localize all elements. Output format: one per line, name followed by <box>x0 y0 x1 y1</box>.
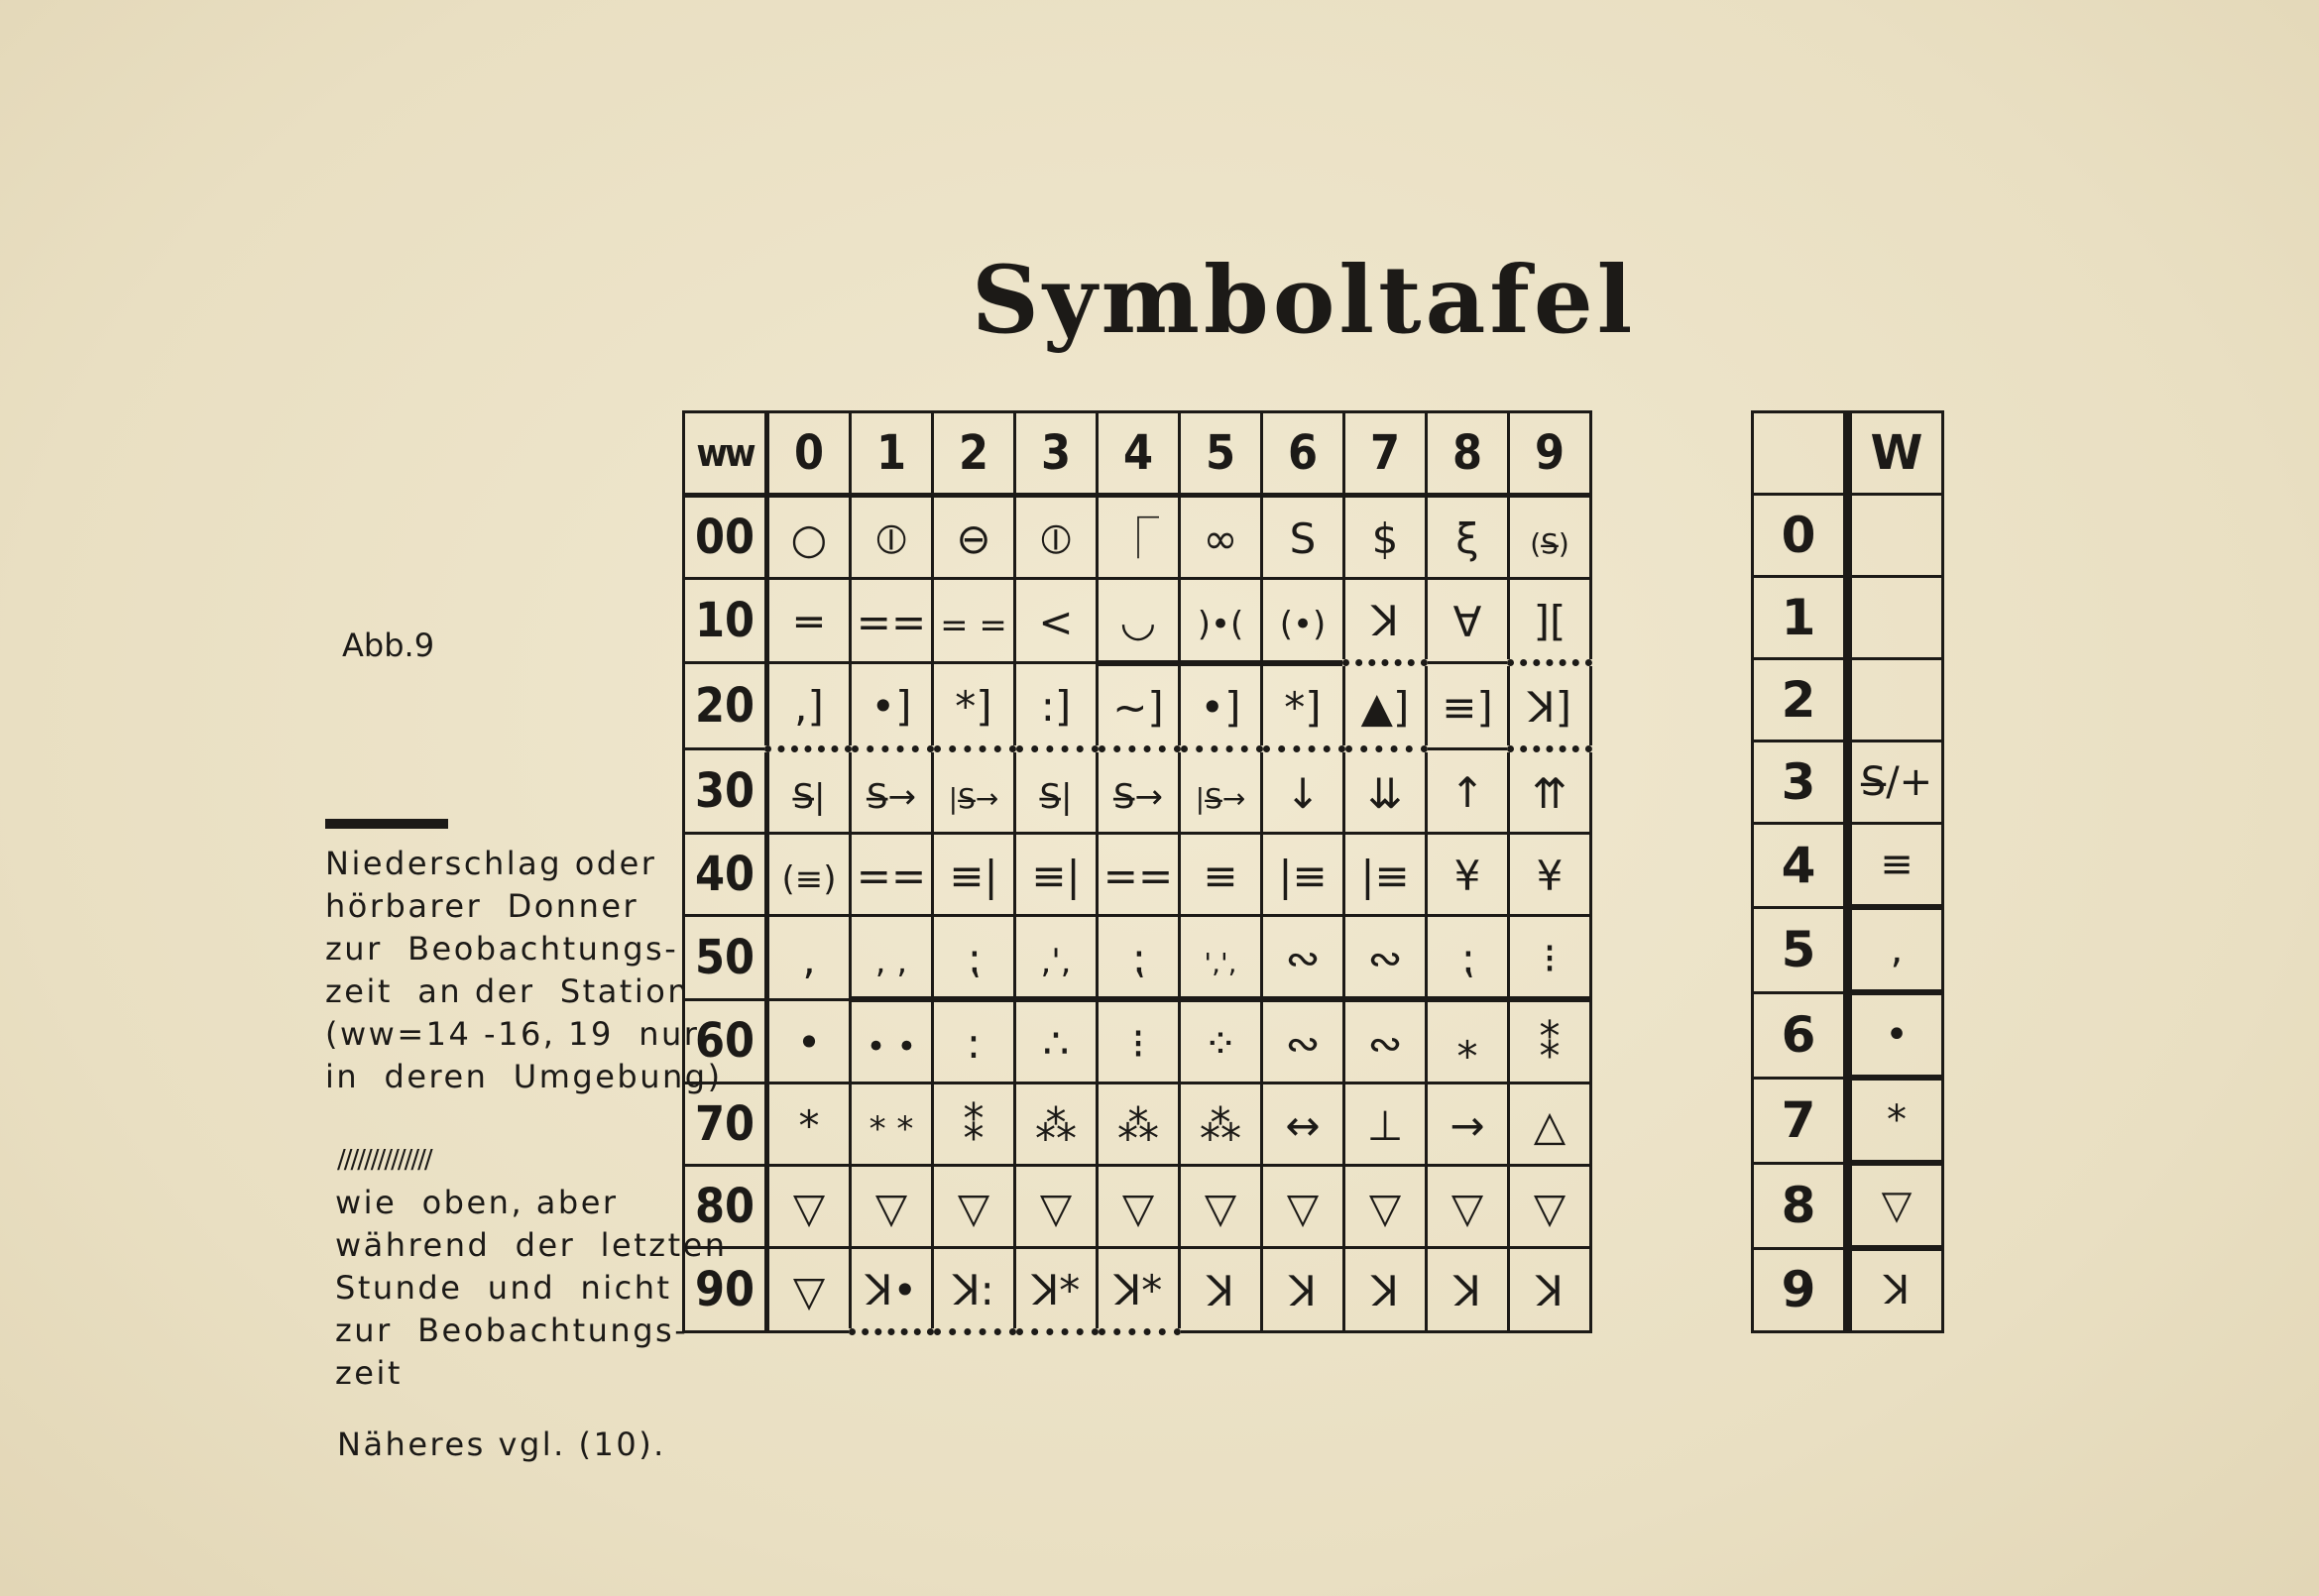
w-row-header: 9 <box>1753 1248 1848 1332</box>
symbol-cell <box>933 1083 1015 1166</box>
symbol-cell <box>1262 496 1344 579</box>
symbol-cell <box>1015 496 1098 579</box>
symbol-cell <box>851 999 933 1083</box>
w-row-header: 5 <box>1753 907 1848 992</box>
weather-symbol: •] <box>1200 682 1241 732</box>
weather-symbol: |≡ <box>1360 852 1410 900</box>
w-row-header: 1 <box>1753 577 1848 659</box>
weather-symbol: ¥ <box>1536 852 1564 900</box>
weather-symbol: ¥ <box>1453 852 1481 900</box>
weather-symbol: ξ <box>1455 514 1479 563</box>
weather-symbol: ꓘ] <box>1528 683 1571 732</box>
symbol-cell <box>933 834 1015 916</box>
empty-corner <box>1753 412 1848 495</box>
symbol-cell <box>767 834 851 916</box>
symbol-cell <box>1509 834 1591 916</box>
symbol-cell <box>1427 496 1509 579</box>
w-symbol-cell: ꓘ <box>1848 1248 1943 1332</box>
weather-symbol: (•) <box>1279 605 1327 645</box>
symbol-cell <box>1427 579 1509 663</box>
symbol-cell <box>1015 749 1098 834</box>
legend-hatch-text: wie oben, aber während der letzten Stunde und nicht zur Beobachtungs- zeit <box>335 1184 728 1392</box>
symbol-cell <box>1509 1166 1591 1248</box>
symbol-cell <box>1344 496 1427 579</box>
weather-symbol: * <box>798 1101 820 1150</box>
weather-symbol: ⇊ <box>1367 769 1403 818</box>
weather-symbol: → <box>1449 1101 1485 1150</box>
symbol-cell <box>1180 579 1262 663</box>
symbol-cell <box>1098 916 1180 1000</box>
weather-symbol: ↑ <box>1449 768 1485 817</box>
weather-symbol: ꓘ <box>1371 597 1399 645</box>
column-header: 7 <box>1344 412 1427 496</box>
symbol-cell <box>1509 663 1591 749</box>
symbol-cell <box>1262 834 1344 916</box>
w-row-header: 3 <box>1753 741 1848 824</box>
solid-line-legend-mark <box>325 819 448 829</box>
symbol-cell <box>1180 1166 1262 1248</box>
symbol-cell <box>933 496 1015 579</box>
weather-symbol: ▽ <box>1533 1184 1566 1232</box>
w-symbol-cell <box>1848 659 1943 741</box>
weather-symbol: ꓘ <box>1371 1267 1399 1315</box>
weather-symbol: ⁎ <box>1456 1019 1478 1068</box>
ww-symbol-table <box>682 410 1592 1335</box>
weather-symbol: S̶| <box>792 777 826 817</box>
w-symbol-table <box>1751 410 1944 1333</box>
symbol-cell <box>1098 1083 1180 1166</box>
symbol-cell <box>767 1166 851 1248</box>
symbol-cell <box>1015 1248 1098 1332</box>
w-symbol-cell: ▽ <box>1848 1163 1943 1248</box>
symbol-cell <box>1344 916 1427 1000</box>
row-header: 70 <box>684 1083 767 1166</box>
symbol-cell <box>767 1248 851 1332</box>
symbol-cell <box>851 916 933 1000</box>
weather-symbol: ⁏ <box>1459 934 1475 982</box>
symbol-cell <box>1262 1248 1344 1332</box>
symbol-cell <box>767 1083 851 1166</box>
weather-symbol: ▽ <box>1286 1184 1320 1232</box>
symbol-cell <box>767 999 851 1083</box>
column-header: 9 <box>1509 412 1591 496</box>
symbol-cell <box>1509 916 1591 1000</box>
symbol-cell <box>1344 749 1427 834</box>
symbol-cell <box>933 579 1015 663</box>
weather-symbol: ∾ <box>1285 934 1321 982</box>
w-row-header: 8 <box>1753 1163 1848 1248</box>
symbol-cell <box>1427 663 1509 749</box>
weather-symbol: ꓘ• <box>865 1266 918 1314</box>
w-row-header: 0 <box>1753 495 1848 577</box>
reference-note: Näheres vgl. (10). <box>337 1425 666 1463</box>
weather-symbol: |S̶→ <box>1195 782 1246 815</box>
w-column-header: W <box>1848 412 1943 495</box>
w-row-header: 6 <box>1753 992 1848 1078</box>
weather-symbol: ▽ <box>1039 1184 1073 1232</box>
symbol-cell <box>1015 1083 1098 1166</box>
weather-symbol: ≡| <box>1031 852 1081 900</box>
weather-symbol: , , <box>874 942 908 981</box>
w-row-header: 4 <box>1753 824 1848 908</box>
weather-symbol: •] <box>870 682 912 731</box>
symbol-cell <box>1180 749 1262 834</box>
weather-symbol: ⇈ <box>1532 769 1567 818</box>
symbol-cell <box>1344 834 1427 916</box>
row-header: 90 <box>684 1248 767 1332</box>
symbol-cell <box>851 663 933 749</box>
weather-symbol: |≡ <box>1278 852 1328 900</box>
weather-symbol: S̶→ <box>1112 777 1164 817</box>
symbol-cell <box>1509 749 1591 834</box>
symbol-cell <box>933 1248 1015 1332</box>
column-header: 0 <box>767 412 851 496</box>
weather-symbol: ⁏ <box>1130 934 1146 982</box>
symbol-cell <box>1262 999 1344 1083</box>
symbol-cell <box>1427 1248 1509 1332</box>
w-symbol-cell: • <box>1848 992 1943 1078</box>
symbol-cell <box>1015 999 1098 1083</box>
symbol-cell <box>1015 663 1098 749</box>
weather-symbol: ▽ <box>1204 1184 1237 1232</box>
weather-symbol: ▽ <box>957 1184 990 1232</box>
weather-symbol: ⎾ <box>1116 514 1159 563</box>
weather-symbol: *] <box>1284 682 1322 732</box>
weather-symbol: ꓘ <box>1207 1267 1234 1315</box>
symbol-cell <box>1180 663 1262 749</box>
symbol-cell <box>1262 579 1344 663</box>
weather-symbol: == <box>856 852 927 900</box>
column-header: 2 <box>933 412 1015 496</box>
symbol-cell <box>1262 1166 1344 1248</box>
weather-symbol: ∞ <box>1203 514 1238 563</box>
symbol-cell <box>1427 916 1509 1000</box>
weather-symbol: ⦶ <box>1040 514 1072 563</box>
weather-symbol: ▲] <box>1360 683 1410 732</box>
symbol-cell <box>1344 663 1427 749</box>
symbol-cell <box>767 916 851 1000</box>
symbol-cell <box>851 1166 933 1248</box>
weather-symbol: : <box>966 1019 982 1068</box>
weather-symbol: ][ <box>1533 597 1566 645</box>
weather-symbol: ▽ <box>1121 1184 1155 1232</box>
w-symbol-cell: ≡ <box>1848 824 1943 908</box>
symbol-cell <box>933 1166 1015 1248</box>
weather-symbol: ~] <box>1112 682 1164 732</box>
symbol-cell <box>851 1083 933 1166</box>
weather-symbol: , <box>802 934 816 983</box>
symbol-cell <box>1098 1166 1180 1248</box>
w-row-header: 7 <box>1753 1078 1848 1163</box>
symbol-cell <box>1509 1248 1591 1332</box>
weather-symbol: < <box>1038 598 1074 646</box>
weather-symbol: ∾ <box>1367 934 1403 982</box>
weather-symbol: ═ <box>796 598 822 646</box>
symbol-cell <box>1098 579 1180 663</box>
w-symbol-cell <box>1848 495 1943 577</box>
symbol-cell <box>1509 579 1591 663</box>
weather-symbol: |S̶→ <box>948 782 999 815</box>
symbol-cell <box>1344 1248 1427 1332</box>
weather-symbol: ⁘ <box>1203 1019 1238 1068</box>
weather-symbol: ⊖ <box>956 514 991 563</box>
weather-symbol: ꓘ <box>1289 1267 1317 1315</box>
w-symbol-cell: S̶/+ <box>1848 741 1943 824</box>
weather-symbol: == <box>1102 852 1174 900</box>
weather-symbol: S <box>1289 514 1317 563</box>
symbol-cell <box>851 579 933 663</box>
symbol-cell <box>1344 1083 1427 1166</box>
symbol-cell <box>1098 834 1180 916</box>
row-header: 30 <box>684 749 767 834</box>
weather-symbol: ⁂ <box>1117 1101 1159 1150</box>
symbol-cell <box>1098 1248 1180 1332</box>
weather-symbol: ,] <box>794 682 824 731</box>
weather-symbol: ꓘ: <box>953 1266 994 1314</box>
symbol-cell <box>1344 579 1427 663</box>
weather-symbol: ▽ <box>874 1184 908 1232</box>
weather-symbol: ꓘ* <box>1031 1266 1081 1314</box>
symbol-cell <box>851 834 933 916</box>
column-header: 3 <box>1015 412 1098 496</box>
weather-symbol: ▽ <box>1450 1184 1484 1232</box>
symbol-cell <box>1427 999 1509 1083</box>
symbol-cell <box>1180 834 1262 916</box>
corner-header: ww <box>684 412 767 496</box>
symbol-cell <box>1098 749 1180 834</box>
column-header: 5 <box>1180 412 1262 496</box>
symbol-cell <box>1180 916 1262 1000</box>
symbol-cell <box>1262 1083 1344 1166</box>
weather-symbol: ⁂ <box>1035 1101 1077 1150</box>
weather-symbol: ∀ <box>1452 598 1482 646</box>
weather-symbol: ⁏ <box>966 934 982 982</box>
weather-symbol: ○ <box>790 514 828 563</box>
symbol-cell <box>1262 916 1344 1000</box>
symbol-cell <box>1344 1166 1427 1248</box>
symbol-cell <box>1180 999 1262 1083</box>
w-symbol-cell: * <box>1848 1078 1943 1163</box>
symbol-cell <box>1180 1083 1262 1166</box>
weather-symbol: ▽ <box>792 1184 826 1232</box>
symbol-cell <box>933 916 1015 1000</box>
row-header: 50 <box>684 916 767 1000</box>
weather-symbol: )•( <box>1197 605 1244 645</box>
symbol-cell <box>1015 834 1098 916</box>
weather-symbol: ∾ <box>1285 1019 1321 1068</box>
symbol-cell <box>1098 496 1180 579</box>
symbol-cell <box>933 999 1015 1083</box>
symbol-cell <box>767 663 851 749</box>
symbol-cell <box>1180 1248 1262 1332</box>
weather-symbol: ⁝ <box>1131 1019 1145 1068</box>
column-header: 6 <box>1262 412 1344 496</box>
w-row-header: 2 <box>1753 659 1848 741</box>
symbol-cell <box>767 496 851 579</box>
weather-symbol: ⦶ <box>875 514 907 563</box>
weather-symbol: ≡] <box>1442 683 1493 732</box>
weather-symbol: = = <box>940 606 1007 645</box>
column-header: 4 <box>1098 412 1180 496</box>
symbol-cell <box>1427 1083 1509 1166</box>
weather-symbol: ▽ <box>792 1267 826 1315</box>
weather-symbol: ꓘ* <box>1113 1266 1163 1314</box>
weather-symbol: $ <box>1371 514 1399 563</box>
symbol-cell <box>1509 999 1591 1083</box>
weather-symbol: • <box>796 1018 822 1068</box>
hatch-legend-mark: ////////////// <box>337 1145 431 1175</box>
weather-symbol: ,', <box>1040 942 1072 981</box>
weather-symbol: ⁝ <box>1543 934 1557 982</box>
w-symbol-cell <box>1848 577 1943 659</box>
row-header: 60 <box>684 999 767 1083</box>
figure-label: Abb.9 <box>342 627 435 664</box>
symbol-cell <box>1344 999 1427 1083</box>
symbol-cell <box>851 749 933 834</box>
weather-symbol: • • <box>866 1027 917 1067</box>
symbol-cell <box>1427 1166 1509 1248</box>
symbol-cell <box>1262 749 1344 834</box>
weather-symbol: ⁑ <box>963 1101 985 1150</box>
symbol-cell <box>851 496 933 579</box>
symbol-cell <box>1427 834 1509 916</box>
weather-symbol: S̶| <box>1039 777 1073 817</box>
symbol-cell <box>851 1248 933 1332</box>
symbol-cell <box>1180 496 1262 579</box>
weather-symbol: ▽ <box>1368 1184 1402 1232</box>
symbol-cell <box>767 579 851 663</box>
row-header: 00 <box>684 496 767 579</box>
column-header: 8 <box>1427 412 1509 496</box>
row-header: 20 <box>684 663 767 749</box>
weather-symbol: S̶→ <box>866 777 917 817</box>
symbol-cell <box>1015 916 1098 1000</box>
symbol-cell <box>933 749 1015 834</box>
row-header: 40 <box>684 834 767 916</box>
weather-symbol: ⁂ <box>1200 1101 1241 1150</box>
weather-symbol: ∴ <box>1042 1019 1070 1068</box>
legend-solid-text: Niederschlag oder hörbarer Donner zur Beobachtungs- zeit an der Station (ww=14 -16, 19 nur in deren Umgebung) <box>325 845 723 1095</box>
symbol-cell <box>1098 999 1180 1083</box>
weather-symbol: (≡) <box>781 859 837 899</box>
symbol-cell <box>1427 749 1509 834</box>
weather-symbol: ꓘ <box>1453 1267 1481 1315</box>
weather-symbol: ⁑ <box>1539 1019 1561 1068</box>
weather-symbol: (S̶) <box>1530 527 1569 560</box>
weather-symbol: :] <box>1040 682 1072 731</box>
weather-symbol: * * <box>869 1109 914 1149</box>
w-symbol-cell: , <box>1848 907 1943 992</box>
row-header: 10 <box>684 579 767 663</box>
column-header: 1 <box>851 412 933 496</box>
symbol-cell <box>933 663 1015 749</box>
weather-symbol: ≡ <box>1203 852 1238 900</box>
page-title: Symboltafel <box>972 246 1637 355</box>
weather-symbol: *] <box>955 682 992 731</box>
weather-symbol: ',', <box>1204 947 1237 979</box>
weather-symbol: ∾ <box>1367 1019 1403 1068</box>
weather-symbol: ꓘ <box>1536 1267 1564 1315</box>
weather-symbol: △ <box>1533 1101 1566 1150</box>
symbol-cell <box>1098 663 1180 749</box>
weather-symbol: ⊥ <box>1366 1101 1404 1150</box>
symbol-cell <box>767 749 851 834</box>
symbol-cell <box>1509 496 1591 579</box>
weather-symbol: ↓ <box>1285 769 1321 818</box>
symbol-cell <box>1015 579 1098 663</box>
weather-symbol: ◡ <box>1119 597 1157 646</box>
weather-symbol: == <box>856 598 927 646</box>
symbol-cell <box>1262 663 1344 749</box>
weather-symbol: ≡| <box>949 852 998 900</box>
row-header: 80 <box>684 1166 767 1248</box>
symbol-cell <box>1015 1166 1098 1248</box>
symbol-cell <box>1509 1083 1591 1166</box>
weather-symbol: ↔ <box>1285 1101 1321 1150</box>
